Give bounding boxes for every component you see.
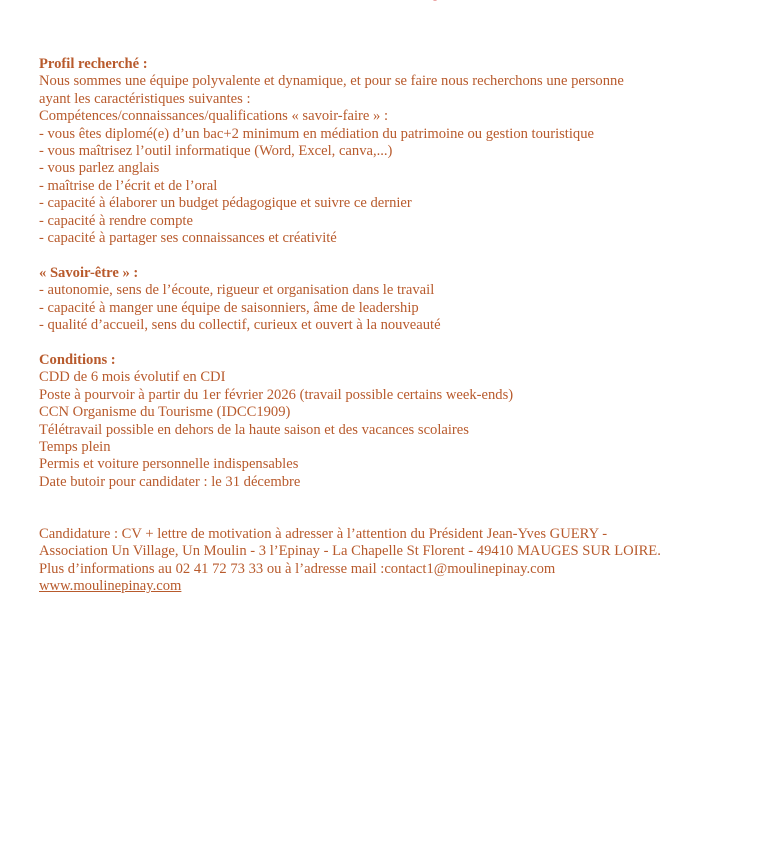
job-offer-document [39, 56, 739, 596]
conditions-heading: Conditions : [39, 351, 116, 368]
savoir-etre-item: - qualité d’accueil, sens du collectif, curieux et ouvert à la nouveauté [39, 317, 441, 334]
condition-item: CDD de 6 mois évolutif en CDI [39, 369, 226, 386]
profile-heading: Profil recherché : [39, 56, 148, 72]
savoir-etre-item: - capacité à manger une équipe de saisonniers, âme de leadership [39, 299, 419, 316]
savoir-etre-item: - autonomie, sens de l’écoute, rigueur et organisation dans le travail [39, 282, 435, 299]
decorative-heart-fragment [424, 0, 446, 6]
condition-item: Télétravail possible en dehors de la haute saison et des vacances scolaires [39, 421, 469, 438]
profile-intro-line-1: Nous sommes une équipe polyvalente et dynamique, et pour se faire nous recherchons une personne [39, 73, 624, 90]
skills-heading: Compétences/connaissances/qualifications « savoir-faire » : [39, 108, 389, 125]
application-line-2: Association Un Village, Un Moulin - 3 l’Epinay - La Chapelle St Florent - 49410 MAUGES SUR LOIRE. [39, 543, 661, 560]
condition-item: Date butoir pour candidater : le 31 décembre [39, 473, 301, 490]
savoir-etre-heading: « Savoir-être » : [39, 264, 139, 281]
application-line-1: Candidature : CV + lettre de motivation à adresser à l’attention du Président Jean-Yves GUERY - [39, 525, 608, 542]
spacer [39, 334, 739, 351]
skill-item: - capacité à partager ses connaissances et créativité [39, 230, 337, 247]
spacer [39, 247, 739, 264]
profile-intro-line-2: ayant les caractéristiques suivantes : [39, 90, 251, 107]
spacer [39, 491, 739, 526]
application-contact-line: Plus d’informations au 02 41 72 73 33 ou à l’adresse mail :contact1@moulinepinay.com [39, 560, 556, 577]
skill-item: - vous parlez anglais [39, 160, 160, 177]
skill-item: - maîtrise de l’écrit et de l’oral [39, 177, 218, 194]
skill-item: - vous êtes diplomé(e) d’un bac+2 minimum en médiation du patrimoine ou gestion touristique [39, 125, 594, 142]
condition-item: Temps plein [39, 438, 111, 455]
skill-item: - vous maîtrisez l’outil informatique (Word, Excel, canva,...) [39, 143, 393, 160]
condition-item: CCN Organisme du Tourisme (IDCC1909) [39, 404, 291, 421]
skill-item: - capacité à rendre compte [39, 212, 193, 229]
condition-item: Poste à pourvoir à partir du 1er février 2026 (travail possible certains week-ends) [39, 386, 514, 403]
skill-item: - capacité à élaborer un budget pédagogique et suivre ce dernier [39, 195, 412, 212]
condition-item: Permis et voiture personnelle indispensables [39, 456, 299, 473]
website-link[interactable]: www.moulinepinay.com [39, 578, 182, 595]
